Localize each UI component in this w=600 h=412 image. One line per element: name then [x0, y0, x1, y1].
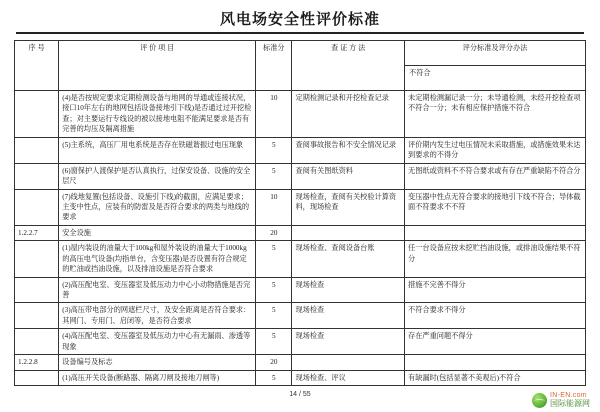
table-header-row	[15, 41, 586, 66]
row-standard: 未定期检测漏记录一分；未导通检测，未经开挖检查项不符合一分；未有相应保护措施不符合	[405, 91, 586, 138]
row-check: 查阅事故报告和不安全情况记录	[292, 137, 405, 163]
globe-icon	[532, 393, 547, 408]
row-score: 5	[256, 370, 292, 385]
table-row	[15, 370, 586, 385]
row-item: (2)高压配电室、变压器室及低压动力中心小动物措施是否完善	[59, 277, 256, 303]
row-standard: 措施不完善不得分	[405, 277, 586, 303]
row-no	[15, 91, 59, 138]
row-standard: 不符合要求不得分	[405, 303, 586, 329]
row-score: 5	[256, 163, 292, 189]
row-check: 现场检查	[292, 303, 405, 329]
watermark	[532, 392, 590, 408]
row-score: 5	[256, 241, 292, 277]
row-no: 1.2.2.8	[15, 355, 59, 370]
watermark-cn: 国际能源网	[550, 398, 590, 408]
row-check: 现场检查、查阅设备台账	[292, 241, 405, 277]
row-check: 现场检查	[292, 277, 405, 303]
table-row	[15, 163, 586, 189]
row-check	[292, 225, 405, 240]
row-no	[15, 241, 59, 277]
row-score: 5	[256, 277, 292, 303]
table-header	[15, 41, 586, 91]
table-row	[15, 91, 586, 138]
row-item: (1)高压开关设备(断路器、隔离刀闸及接地刀闸等)	[59, 370, 256, 385]
page-number: 14 / 55	[289, 391, 311, 398]
header-no: 序 号	[15, 41, 59, 91]
row-no	[15, 137, 59, 163]
header-check: 查 证 方 法	[292, 41, 405, 91]
row-item: (1)屋内装设的油量大于100kg和屋外装设的油量大于1000kg的高压电气设备(均指单台，含变压器)是否设置有符合规定的贮油或挡油设施，以及排油设施是否符合要求	[59, 241, 256, 277]
table-row-section	[15, 355, 586, 370]
row-check: 查阅有关图纸资料	[292, 163, 405, 189]
row-no	[15, 163, 59, 189]
watermark-en: IN-EN.com	[550, 392, 587, 400]
row-score: 10	[256, 189, 292, 225]
row-item: (5)主系统，高压厂用电系统是否存在铁磁谐振过电压现象	[59, 137, 256, 163]
row-no	[15, 329, 59, 355]
row-standard	[405, 355, 586, 370]
row-no	[15, 189, 59, 225]
row-item: (3)高压带电部分的网遮栏尺寸，及安全距离是否符合要求：其网门、专用门、启闭等，是否符合要求	[59, 303, 256, 329]
page-title: 风电场安全性评价标准	[16, 8, 584, 34]
row-no: 1.2.2.7	[15, 225, 59, 240]
table-row	[15, 277, 586, 303]
header-standard-sub: 不符合	[405, 66, 586, 91]
row-score: 20	[256, 355, 292, 370]
row-item: 设备编号及标志	[59, 355, 256, 370]
row-standard	[405, 225, 586, 240]
row-score: 5	[256, 329, 292, 355]
row-standard: 存在严重问题不得分	[405, 329, 586, 355]
table-body	[15, 91, 586, 386]
row-check: 定期检测记录和开挖检查记录	[292, 91, 405, 138]
row-item: (4)高压配电室、变压器室及低压动力中心有无漏雨、渗透等现象	[59, 329, 256, 355]
evaluation-table	[14, 40, 586, 386]
table-row	[15, 137, 586, 163]
row-score: 5	[256, 137, 292, 163]
row-score: 20	[256, 225, 292, 240]
row-check: 现场检查、评议	[292, 370, 405, 385]
row-no	[15, 370, 59, 385]
row-standard: 变压器中性点无符合要求的接地引下线不符合；导体截面不符要求不不符	[405, 189, 586, 225]
header-score: 标准分	[256, 41, 292, 91]
table-row	[15, 329, 586, 355]
header-standard: 评分标准及评分办法	[405, 41, 586, 66]
table-row	[15, 241, 586, 277]
table-row	[15, 189, 586, 225]
row-standard: 任一台设备应按未挖贮挡油设施，或排油设施结果不符分	[405, 241, 586, 277]
row-no	[15, 277, 59, 303]
row-check	[292, 355, 405, 370]
header-item: 评 价 项 目	[59, 41, 256, 91]
row-check: 现场检查，查阅有关校验计算资料，现场检查	[292, 189, 405, 225]
row-item: (4)是否按规定要求定期检测设备与地网的导通或连接状况，接口10年左右的地网包括设备接地引下线)是否通过过开挖检查；对主要运行专线设的被以接地电阻不能满足要求是否有完善的均压及隔离措施	[59, 91, 256, 138]
row-standard: 评价期内发生过电压情况未采取措施，或措施效果未达到要求的不得分	[405, 137, 586, 163]
row-item: (6)窗保护人渡保护是否认真执行，过保安设备、设施的安全层尺	[59, 163, 256, 189]
row-standard: 无图纸或资料不不符合要求或有存在严重缺陷不符合分	[405, 163, 586, 189]
row-item: (7)线地复置(包括设备、设施引下线)的截面，应满足要求；主变中性点，应装有的防雷及是否符合要求的两类与地线的要求	[59, 189, 256, 225]
row-score: 5	[256, 303, 292, 329]
row-item: 安全设施	[59, 225, 256, 240]
row-check: 现场检查	[292, 329, 405, 355]
table-row	[15, 303, 586, 329]
row-standard: 有缺漏时(包括显著不美观后)不符合	[405, 370, 586, 385]
row-no	[15, 303, 59, 329]
row-score: 10	[256, 91, 292, 138]
table-row-section	[15, 225, 586, 240]
